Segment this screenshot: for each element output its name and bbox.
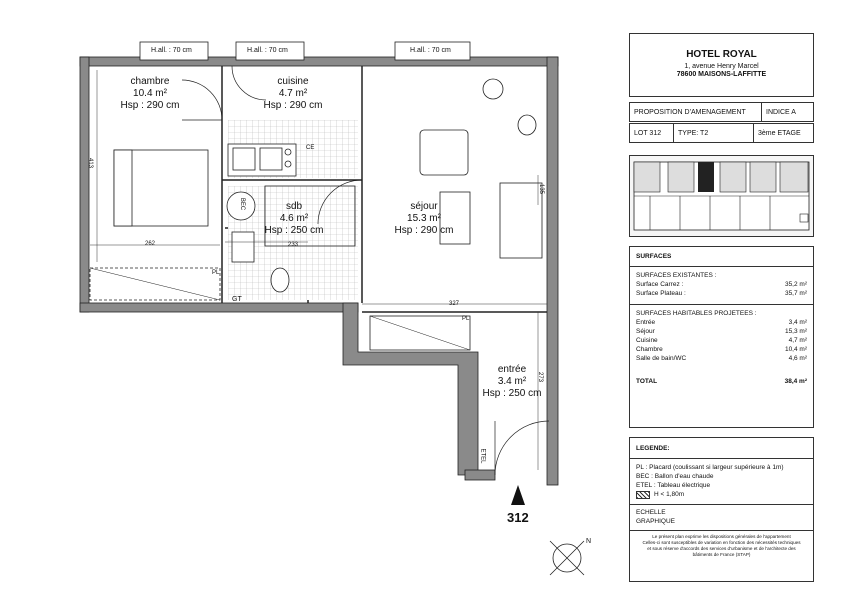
room-height: Hsp : 250 cm bbox=[482, 388, 542, 399]
north-compass-icon bbox=[550, 541, 584, 575]
ce-label: CE bbox=[306, 145, 315, 151]
lamp bbox=[518, 115, 536, 135]
north-label: N bbox=[586, 538, 592, 545]
room-name: cuisine bbox=[277, 76, 309, 87]
surface-row: Séjour 15,3 m² bbox=[636, 328, 807, 335]
surface-row: Salle de bain/WC 4,6 m² bbox=[636, 355, 807, 362]
entry-arrow-icon bbox=[511, 485, 525, 505]
dimension-label: 273 bbox=[537, 371, 544, 383]
surface-row: Entrée 3,4 m² bbox=[636, 319, 807, 326]
washbasin bbox=[232, 232, 254, 262]
lot-row bbox=[629, 123, 814, 143]
key-plan-drawing bbox=[630, 156, 813, 236]
etage: 3ème ETAGE bbox=[758, 129, 801, 137]
room-height: Hsp : 250 cm bbox=[264, 225, 324, 236]
address: 1, avenue Henry Marcel bbox=[684, 63, 759, 70]
legend-item: ETEL : Tableau électrique bbox=[636, 482, 711, 489]
room-height: Hsp : 290 cm bbox=[263, 100, 323, 111]
existantes-title: SURFACES EXISTANTES : bbox=[636, 272, 717, 279]
window-label: H.all. : 70 cm bbox=[410, 47, 451, 54]
echelle-label: GRAPHIQUE bbox=[636, 518, 676, 525]
legend-item: BEC : Ballon d'eau chaude bbox=[636, 473, 714, 480]
room-name: chambre bbox=[130, 76, 170, 87]
key-plan bbox=[629, 155, 814, 237]
city: 78600 MAISONS-LAFFITTE bbox=[676, 71, 767, 78]
etel-label: ETEL bbox=[479, 448, 486, 464]
window-label: H.all. : 70 cm bbox=[247, 47, 288, 54]
sofa bbox=[500, 183, 545, 258]
dimension-label: 262 bbox=[145, 241, 156, 247]
proposition-row bbox=[629, 102, 814, 122]
room-name: sdb bbox=[285, 201, 303, 212]
armchair bbox=[420, 130, 468, 175]
room-height: Hsp : 290 cm bbox=[394, 225, 454, 236]
title-block bbox=[629, 33, 814, 97]
surfaces-panel bbox=[629, 246, 814, 428]
room-area: 15.3 m² bbox=[407, 213, 441, 224]
disclaimer: Le présent plan exprime les dispositions générales de l'appartement Celles-ci sont susceptibles de variation en fonction des nécessités techniques et sous réserve d'accords des services d'urbanisme et de l'architecte des bâtiments de France (STAP) bbox=[630, 530, 813, 558]
lot-number-label: 312 bbox=[507, 510, 529, 525]
room-area: 3.4 m² bbox=[497, 376, 527, 387]
proposition: PROPOSITION D'AMENAGEMENT bbox=[630, 103, 762, 121]
room-name: entrée bbox=[497, 364, 527, 375]
placard-label: PL bbox=[212, 270, 220, 276]
total-row: TOTAL 38,4 m² bbox=[636, 378, 807, 385]
room-entree bbox=[480, 364, 544, 400]
window-label: H.all. : 70 cm bbox=[151, 47, 192, 54]
room-sejour bbox=[392, 201, 456, 237]
surface-row: Surface Carrez : 35,2 m² bbox=[636, 281, 807, 288]
surface-row: Cuisine 4,7 m² bbox=[636, 337, 807, 344]
legend-title: LEGENDE: bbox=[636, 445, 670, 452]
room-area: 4.6 m² bbox=[279, 213, 309, 224]
indice: INDICE A bbox=[766, 108, 796, 116]
toilet bbox=[271, 268, 289, 292]
placard-label: PL bbox=[462, 316, 470, 322]
room-cuisine bbox=[261, 76, 325, 112]
dimension-label: 233 bbox=[288, 242, 299, 248]
gt-label: GT bbox=[232, 296, 242, 303]
hatch-swatch-icon bbox=[636, 491, 650, 499]
room-name: séjour bbox=[410, 201, 438, 212]
echelle-label: ECHELLE bbox=[636, 509, 666, 516]
room-area: 10.4 m² bbox=[133, 88, 167, 99]
dimension-label: 413 bbox=[87, 157, 94, 169]
surface-row: Surface Plateau : 35,7 m² bbox=[636, 290, 807, 297]
bec-label: BEC bbox=[239, 197, 246, 211]
projetees-title: SURFACES HABITABLES PROJETEES : bbox=[636, 310, 757, 317]
surfaces-title: SURFACES bbox=[636, 253, 672, 260]
type: TYPE: T2 bbox=[674, 124, 754, 142]
plant bbox=[483, 79, 503, 99]
dimension-label: 135 bbox=[538, 183, 545, 195]
hotel-name: HOTEL ROYAL bbox=[686, 49, 757, 60]
dimension-label: 327 bbox=[449, 301, 460, 307]
sink bbox=[233, 148, 255, 170]
legend-item: PL : Placard (coulissant si largeur supérieure à 1m) bbox=[636, 464, 784, 471]
legend-panel bbox=[629, 437, 814, 582]
lot: LOT 312 bbox=[630, 124, 674, 142]
room-chambre bbox=[118, 76, 182, 112]
cooktop bbox=[260, 148, 282, 170]
room-sdb bbox=[262, 201, 326, 237]
surface-row: Chambre 10,4 m² bbox=[636, 346, 807, 353]
legend-hatch: H < 1,80m bbox=[630, 490, 813, 499]
room-height: Hsp : 290 cm bbox=[120, 100, 180, 111]
room-area: 4.7 m² bbox=[278, 88, 308, 99]
